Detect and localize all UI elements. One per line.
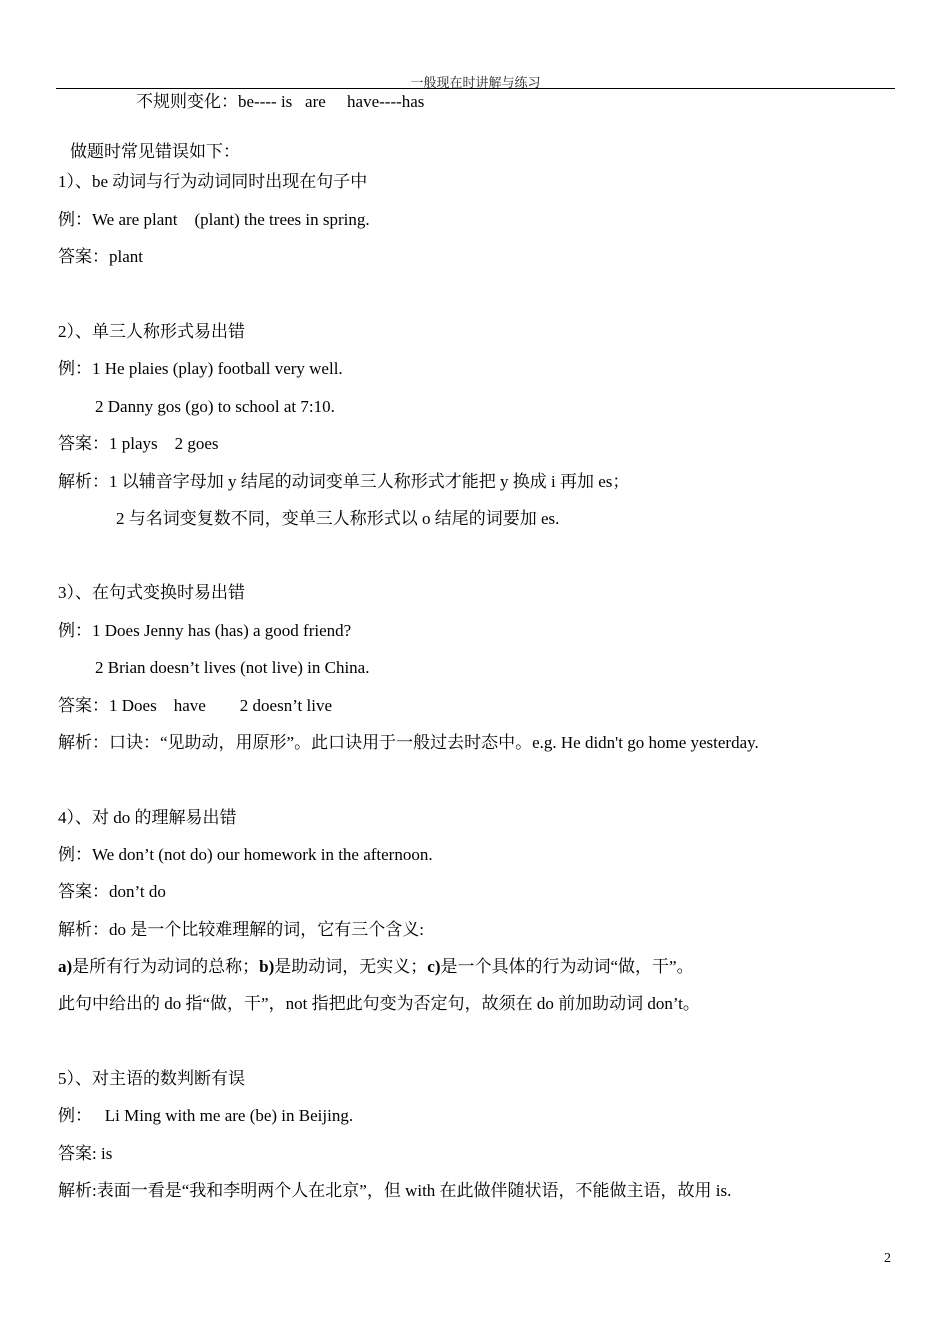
- section-4-meanings: [58, 956, 694, 978]
- section-5-analysis: 解析:表面一看是“我和李明两个人在北京”，但 with 在此做伴随状语，不能做主语，故用 is.: [58, 1181, 732, 1200]
- section-2-example-2: 2 Danny gos (go) to school at 7:10.: [95, 397, 335, 416]
- section-2-analysis-2: 2 与名词变复数不同，变单三人称形式以 o 结尾的词要加 es.: [116, 509, 560, 528]
- common-errors-intro: 做题时常见错误如下：: [70, 142, 240, 161]
- section-4-explanation: 此句中给出的 do 指“做，干”，not 指把此句变为否定句，故须在 do 前加助动词 don’t。: [58, 994, 700, 1013]
- header-divider: [56, 88, 895, 89]
- marker-a: a): [58, 957, 73, 976]
- meaning-b: 是助动词，无实义；: [274, 957, 428, 976]
- section-3-analysis: 解析：口诀：“见助动，用原形”。此口诀用于一般过去时态中。e.g. He didn't go home yesterday.: [58, 733, 759, 752]
- meaning-c: 是一个具体的行为动词“做，干”。: [440, 957, 694, 976]
- meaning-a: 是所有行为动词的总称；: [72, 957, 260, 976]
- section-1-heading: 1）、be 动词与行为动词同时出现在句子中: [58, 172, 368, 191]
- page-header: 一般现在时讲解与练习: [410, 75, 541, 90]
- irregular-changes-line: 不规则变化：be---- is are have----has: [136, 92, 425, 111]
- section-3-answer: 答案：1 Does have 2 doesn’t live: [58, 696, 333, 715]
- section-5-heading: 5）、对主语的数判断有误: [58, 1069, 245, 1088]
- section-4-analysis: 解析：do 是一个比较难理解的词，它有三个含义:: [58, 920, 424, 939]
- section-5-example: 例： Li Ming with me are (be) in Beijing.: [58, 1106, 354, 1125]
- section-3-example-2: 2 Brian doesn’t lives (not live) in China.: [95, 658, 370, 677]
- section-2-heading: 2）、单三人称形式易出错: [58, 322, 245, 341]
- section-4-answer: 答案：don’t do: [58, 882, 166, 901]
- section-2-analysis-1: 解析：1 以辅音字母加 y 结尾的动词变单三人称形式才能把 y 换成 i 再加 es；: [58, 472, 630, 491]
- section-4-heading: 4）、对 do 的理解易出错: [58, 808, 237, 827]
- section-4-example: 例：We don’t (not do) our homework in the afternoon.: [58, 845, 433, 864]
- section-1-answer: 答案：plant: [58, 247, 143, 266]
- section-3-heading: 3）、在句式变换时易出错: [58, 583, 245, 602]
- page-number: 2: [884, 1251, 891, 1266]
- marker-c: c): [427, 957, 441, 976]
- section-2-answer: 答案：1 plays 2 goes: [58, 434, 219, 453]
- section-5-answer: 答案: is: [58, 1144, 113, 1163]
- section-3-example-1: 例：1 Does Jenny has (has) a good friend?: [58, 621, 352, 640]
- marker-b: b): [259, 957, 275, 976]
- section-1-example: 例：We are plant (plant) the trees in spring.: [58, 210, 370, 229]
- section-2-example-1: 例：1 He plaies (play) football very well.: [58, 359, 343, 378]
